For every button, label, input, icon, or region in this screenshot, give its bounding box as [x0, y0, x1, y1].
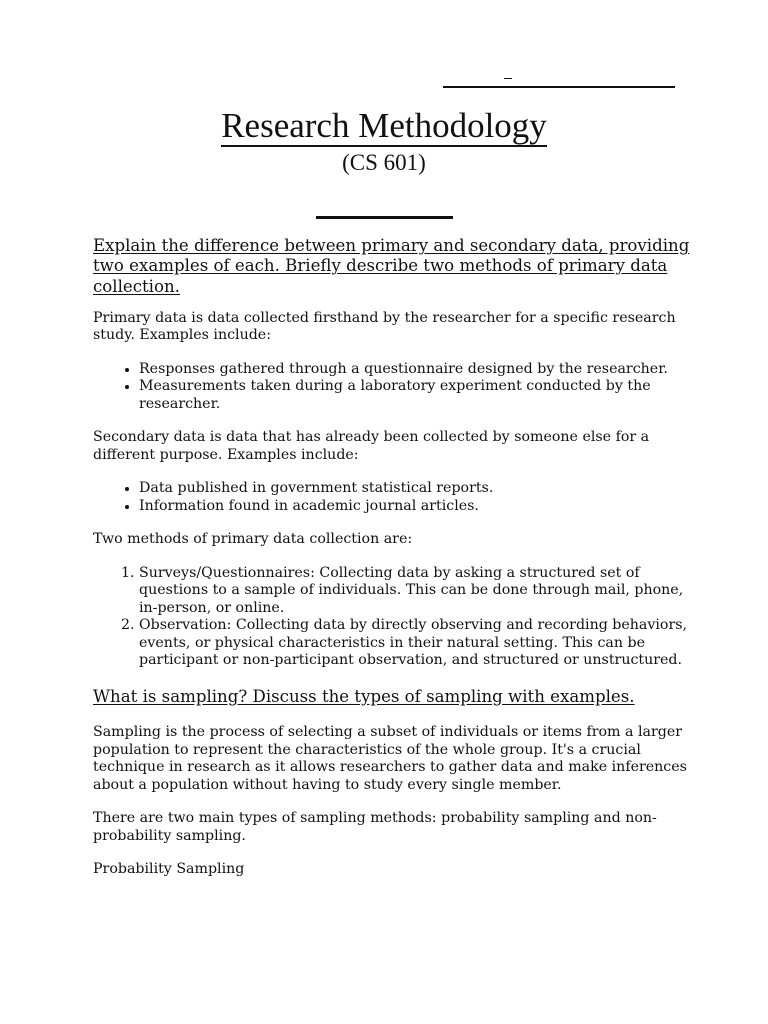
question-2 — [93, 687, 693, 707]
subheading-probability-sampling: Probability Sampling — [93, 861, 245, 878]
course-code: (CS 601) — [342, 150, 426, 175]
methods-list — [93, 565, 693, 670]
secondary-examples-list — [93, 480, 693, 515]
page-title-text: Research Methodology — [221, 106, 547, 145]
primary-examples-list — [93, 361, 693, 414]
name-underline — [443, 86, 675, 88]
list-item: 1. Surveys/Questionnaires: Collecting data by asking a structured set of questions to a sample of individuals. This can be done through mail, phone, in-person, or online. — [139, 565, 693, 618]
list-item: • Information found in academic journal articles. — [139, 498, 693, 516]
sampling-definition: Sampling is the process of selecting a subset of individuals or items from a larger population to represent the characteristics of the whole group. It's a crucial technique in research as it allows researchers to gather data and make inferences about a population without having to study every single member. — [93, 724, 687, 793]
primary-data-intro: Primary data is data collected firsthand by the researcher for a specific research study. Examples include: — [93, 309, 676, 344]
sampling-types-intro: There are two main types of sampling methods: probability sampling and non-probability sampling. — [93, 810, 657, 844]
secondary-data-intro: Secondary data is data that has already been collected by someone else for a different purpose. Examples include: — [93, 429, 650, 463]
list-item: 2. Observation: Collecting data by directly observing and recording behaviors, events, or physical characteristics in their natural setting. This can be participant or non-participant observation, and structured or unstructured. — [139, 617, 693, 670]
question-1-text: Explain the difference between primary and secondary data, providing two examples of each. Briefly describe two methods of primary data collection. — [93, 236, 690, 296]
page-title — [0, 104, 768, 148]
header-dash — [504, 78, 512, 79]
question-1 — [93, 236, 693, 297]
document-body — [93, 236, 693, 879]
list-item: • Data published in government statistical reports. — [139, 480, 693, 498]
divider-line — [316, 216, 453, 219]
list-item: • Measurements taken during a laboratory experiment conducted by the researcher. — [139, 378, 693, 413]
methods-intro: Two methods of primary data collection are: — [93, 531, 413, 548]
list-item: • Responses gathered through a questionnaire designed by the researcher. — [139, 361, 693, 379]
question-2-text: What is sampling? Discuss the types of sampling with examples. — [93, 686, 635, 706]
